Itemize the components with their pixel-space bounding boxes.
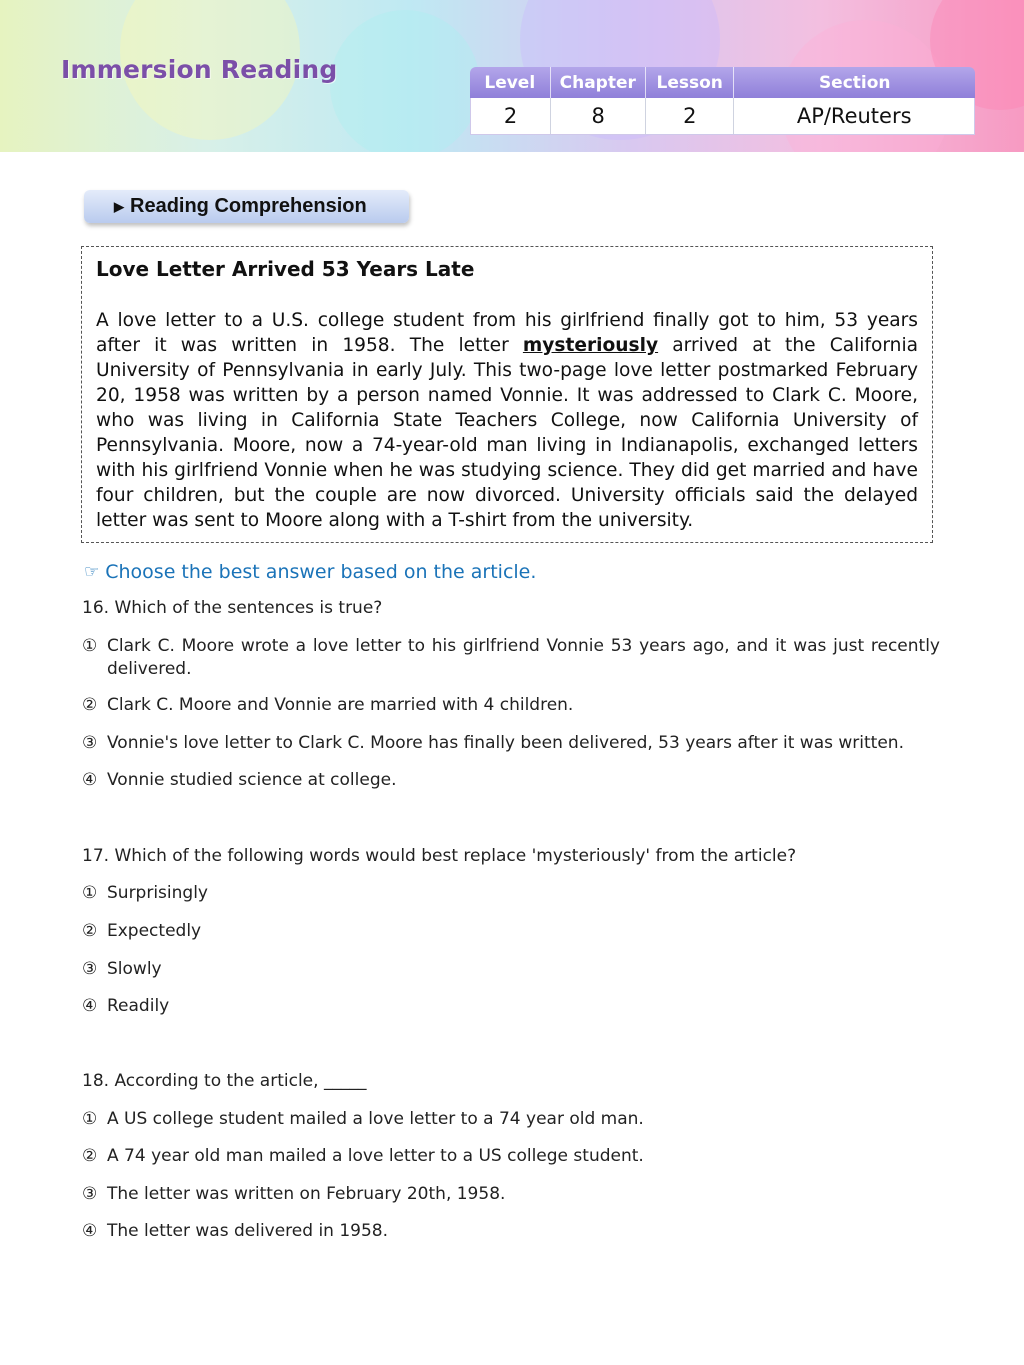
question-18-option-4[interactable] <box>82 1220 940 1243</box>
option-text: Vonnie studied science at college. <box>107 770 397 790</box>
level-value: 2 <box>471 98 551 134</box>
lesson-header: Lesson <box>646 67 734 98</box>
question-17-prompt: 17. Which of the following words would best replace 'mysteriously' from the article? <box>82 846 797 866</box>
option-text: Slowly <box>107 959 162 979</box>
article-body <box>96 308 918 533</box>
level-header: Level <box>470 67 551 98</box>
question-18-prompt: 18. According to the article, _____ <box>82 1071 367 1091</box>
question-16-option-3[interactable] <box>82 732 940 755</box>
question-18-option-2[interactable] <box>82 1145 940 1168</box>
pointing-hand-icon: ☞ <box>84 562 100 582</box>
option-number: ② <box>82 921 98 941</box>
question-16-option-4[interactable] <box>82 769 940 792</box>
option-text: Surprisingly <box>107 883 208 903</box>
question-16-option-2[interactable] <box>82 694 940 717</box>
option-text: Expectedly <box>107 921 202 941</box>
article-box <box>81 246 933 543</box>
option-number: ② <box>82 695 98 715</box>
section-header: Section <box>818 72 891 93</box>
lesson-info-values <box>470 98 975 135</box>
question-17-option-4[interactable] <box>82 995 940 1018</box>
option-number: ③ <box>82 733 98 753</box>
decorative-bubble <box>330 10 480 152</box>
option-number: ④ <box>82 770 98 790</box>
option-number: ③ <box>82 959 98 979</box>
question-18-option-1[interactable] <box>82 1108 940 1131</box>
option-number: ① <box>82 636 98 656</box>
option-number: ④ <box>82 996 98 1016</box>
option-text: A 74 year old man mailed a love letter to a US college student. <box>107 1146 644 1166</box>
option-text: Readily <box>107 996 170 1016</box>
question-18-option-3[interactable] <box>82 1183 940 1206</box>
highlighted-word: mysteriously <box>522 335 659 356</box>
option-number: ① <box>82 883 98 903</box>
option-text: Vonnie's love letter to Clark C. Moore has finally been delivered, 53 years after it was written. <box>107 733 904 753</box>
option-number: ② <box>82 1146 98 1166</box>
question-17-option-2[interactable] <box>82 920 940 943</box>
question-17-option-3[interactable] <box>82 958 940 981</box>
question-16-option-1[interactable] <box>82 635 940 681</box>
option-text: The letter was written on February 20th, 1958. <box>107 1184 506 1204</box>
article-text-before: A love letter to a U.S. college student from his girlfriend finally got to him, 53 years after it was written in 1958. The letter <box>96 310 918 356</box>
option-text: Clark C. Moore wrote a love letter to his girlfriend Vonnie 53 years ago, and it was just recently delivered. <box>107 636 940 679</box>
question-17-option-1[interactable] <box>82 882 940 905</box>
chapter-value: 8 <box>551 98 646 134</box>
play-arrow-icon: ▶ <box>114 198 124 214</box>
reading-comprehension-label: Reading Comprehension <box>130 195 367 217</box>
option-number: ④ <box>82 1221 98 1241</box>
option-text: Clark C. Moore and Vonnie are married with 4 children. <box>107 695 574 715</box>
article-title: Love Letter Arrived 53 Years Late <box>96 257 475 281</box>
lesson-value: 2 <box>646 98 734 134</box>
reading-comprehension-button[interactable] <box>84 190 409 223</box>
lesson-info-header <box>470 67 975 98</box>
option-number: ① <box>82 1109 98 1129</box>
lesson-info-table <box>470 67 975 135</box>
instruction-text: Choose the best answer based on the article. <box>105 561 537 583</box>
option-text: The letter was delivered in 1958. <box>107 1221 389 1241</box>
instruction <box>84 561 536 583</box>
option-number: ③ <box>82 1184 98 1204</box>
section-value: AP/Reuters <box>796 104 912 128</box>
app-logo: Immersion Reading <box>61 55 338 84</box>
question-16-prompt: 16. Which of the sentences is true? <box>82 598 383 618</box>
article-text-after: arrived at the California University of Pennsylvania in early July. This two-page love letter postmarked February 20, 1958 was written by a person named Vonnie. It was addressed to Clark C. Moore, who was living in California State Teachers College, now California University of Pennsylvania. Moore, now a 74-year-old man living in Indianapolis, exchanged letters with his girlfriend Vonnie when he was studying science. They did get married and have four children, but the couple are now divorced. University officials said the delayed letter was sent to Moore along with a T-shirt from the university. <box>96 335 919 531</box>
header-banner <box>0 0 1024 152</box>
chapter-header: Chapter <box>551 67 646 98</box>
option-text: A US college student mailed a love letter to a 74 year old man. <box>107 1109 644 1129</box>
